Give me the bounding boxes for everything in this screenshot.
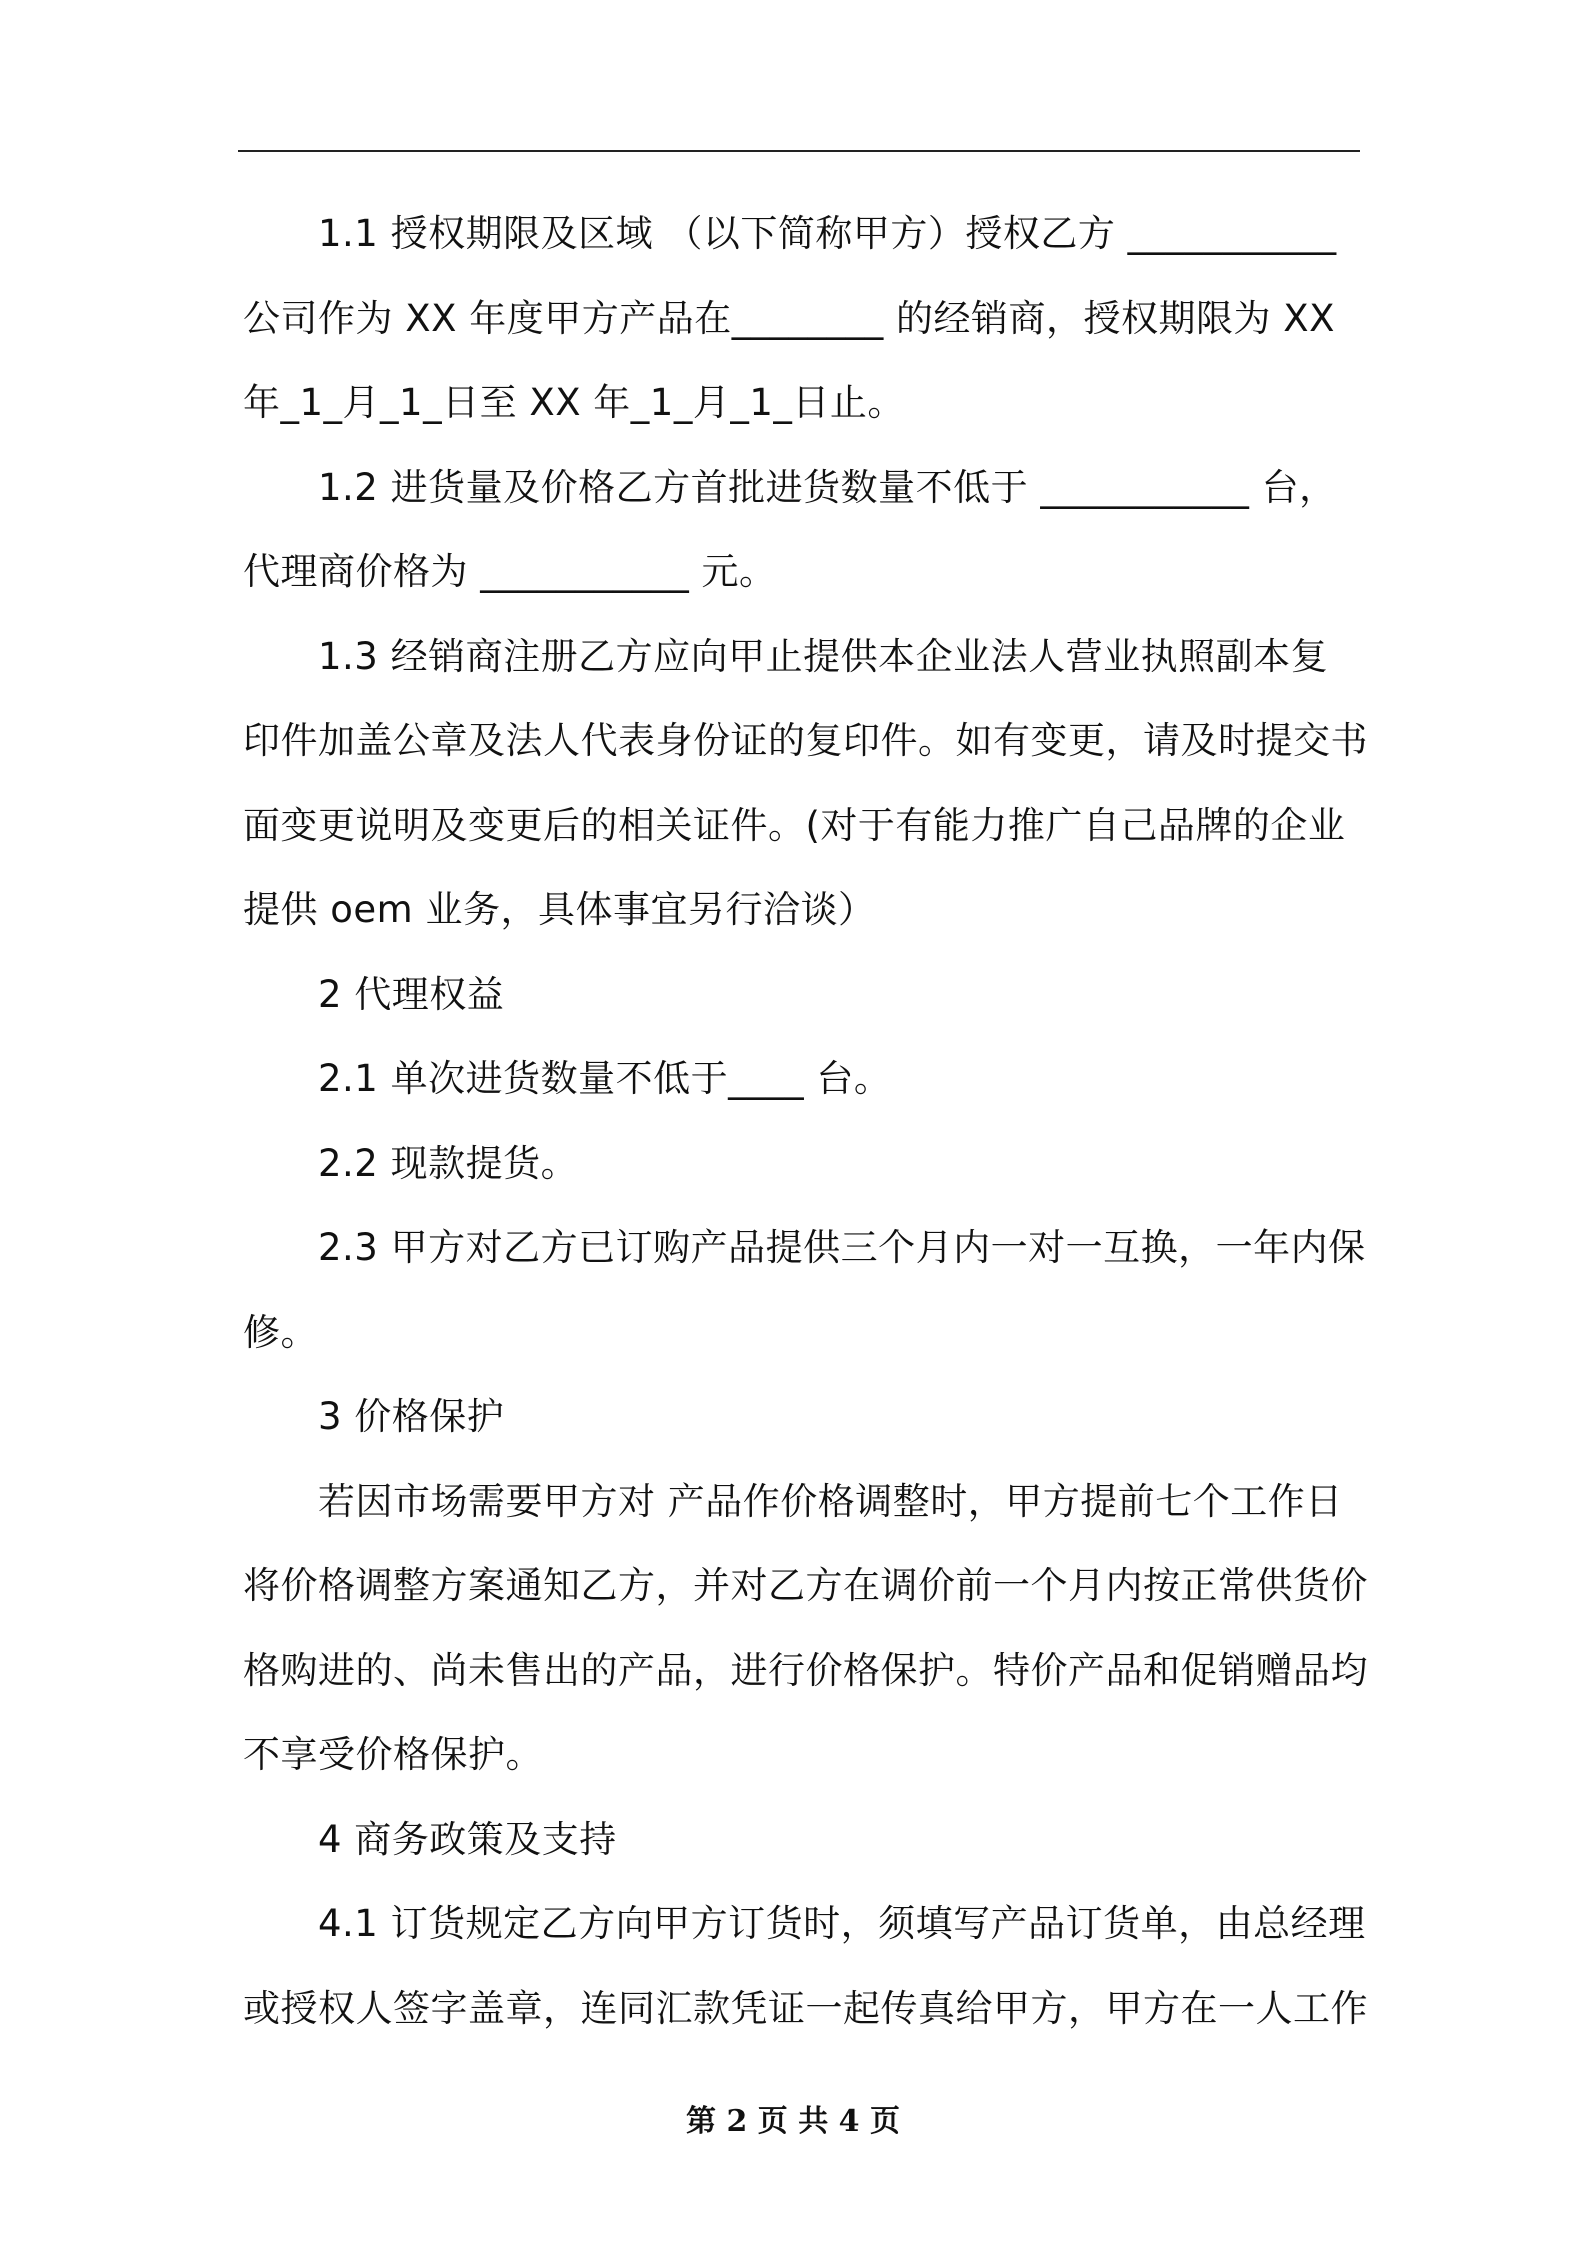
clause-1-1-line-1: 1.1 授权期限及区域 （以下简称甲方）授权乙方 ___________ (318, 212, 1337, 255)
section-3-para-line-4: 不享受价格保护。 (243, 1733, 543, 1776)
section-4-heading: 4 商务政策及支持 (318, 1817, 617, 1861)
clause-1-3-line-2: 印件加盖公章及法人代表身份证的复印件。如有变更，请及时提交书 (243, 719, 1368, 762)
document-body (243, 192, 1368, 2051)
clause-2-2: 2.2 现款提货。 (318, 1141, 579, 1185)
section-3-heading: 3 价格保护 (318, 1395, 505, 1438)
clause-2-3-line-2: 修。 (243, 1310, 318, 1354)
clause-4-1-line-1: 4.1 订货规定乙方向甲方订货时，须填写产品订货单，由总经理 (318, 1902, 1366, 1945)
clause-1-2-line-1: 1.2 进货量及价格乙方首批进货数量不低于 ___________ 台， (318, 465, 1337, 509)
section-3-para-line-1: 若因市场需要甲方对 产品作价格调整时，甲方提前七个工作日 (318, 1479, 1343, 1523)
header-divider (238, 150, 1360, 152)
clause-1-3-line-4: 提供 oem 业务，具体事宜另行洽谈） (243, 888, 876, 931)
clause-2-1: 2.1 单次进货数量不低于____ 台。 (318, 1057, 892, 1100)
section-2-heading: 2 代理权益 (318, 972, 505, 1016)
page-number-footer: 第 2 页 共 4 页 (686, 2104, 900, 2139)
clause-1-2-line-2: 代理商价格为 ___________ 元。 (243, 550, 777, 593)
section-3-para-line-2: 将价格调整方案通知乙方，并对乙方在调价前一个月内按正常供货价 (243, 1564, 1368, 1607)
clause-4-1-line-2: 或授权人签字盖章，连同汇款凭证一起传真给甲方，甲方在一人工作 (243, 1986, 1368, 2030)
clause-1-3-line-1: 1.3 经销商注册乙方应向甲止提供本企业法人营业执照副本复 (318, 634, 1329, 678)
clause-2-3-line-1: 2.3 甲方对乙方已订购产品提供三个月内一对一互换，一年内保 (318, 1226, 1366, 1269)
clause-1-1-line-3: 年_1_月_1_日至 XX 年_1_月_1_日止。 (243, 381, 905, 424)
section-3-para-line-3: 格购进的、尚未售出的产品，进行价格保护。特价产品和促销赠品均 (243, 1648, 1368, 1692)
clause-1-1-line-2: 公司作为 XX 年度甲方产品在________ 的经销商，授权期限为 XX (243, 296, 1335, 340)
clause-1-3-line-3: 面变更说明及变更后的相关证件。(对于有能力推广自己品牌的企业 (243, 803, 1346, 847)
